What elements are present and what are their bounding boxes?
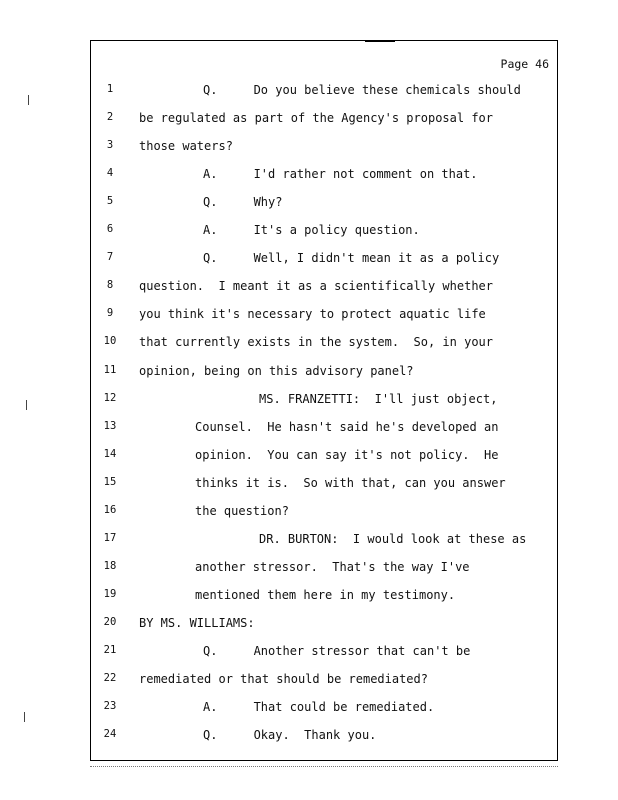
line-text: opinion, being on this advisory panel? <box>139 363 414 378</box>
line-number: 14 <box>103 447 117 460</box>
transcript-line <box>91 644 557 672</box>
line-text: that currently exists in the system. So, in your <box>139 335 494 350</box>
line-number: 3 <box>106 139 114 152</box>
transcript-line <box>91 448 557 476</box>
line-number: 8 <box>106 279 114 292</box>
line-number: 7 <box>106 251 114 264</box>
margin-mark <box>24 712 29 722</box>
line-text: question. I meant it as a scientifically whether <box>139 279 494 294</box>
transcript-line <box>91 700 557 728</box>
transcript-line <box>91 251 557 279</box>
line-number: 20 <box>103 615 117 628</box>
transcript-line <box>91 532 557 560</box>
transcript-line <box>91 588 557 616</box>
line-number: 21 <box>103 644 117 656</box>
line-number: 2 <box>106 111 114 124</box>
line-text: Q. Well, I didn't mean it as a policy <box>203 251 500 266</box>
line-number: 24 <box>103 728 117 741</box>
margin-mark <box>26 400 31 410</box>
line-text: Q. Another stressor that can't be <box>203 644 471 658</box>
transcript-line <box>91 560 557 588</box>
line-number: 16 <box>103 503 117 516</box>
line-text: DR. BURTON: I would look at these as <box>259 531 527 546</box>
transcript-line <box>91 111 557 139</box>
bottom-rule <box>90 766 558 768</box>
line-number: 5 <box>106 195 114 208</box>
line-text: mentioned them here in my testimony. <box>195 587 456 602</box>
transcript-line <box>91 167 557 195</box>
transcript-line <box>91 195 557 223</box>
transcript-line <box>91 223 557 251</box>
line-number: 15 <box>103 475 117 488</box>
line-text: another stressor. That's the way I've <box>195 559 470 574</box>
line-text: A. I'd rather not comment on that. <box>203 167 478 182</box>
transcript-line <box>91 139 557 167</box>
margin-mark <box>28 95 33 105</box>
line-number: 12 <box>103 391 117 404</box>
line-text: opinion. You can say it's not policy. He <box>195 447 499 462</box>
line-number: 23 <box>103 700 117 713</box>
transcript-line <box>91 279 557 307</box>
transcript-line <box>91 307 557 335</box>
transcript-line <box>91 420 557 448</box>
line-number: 1 <box>106 83 114 95</box>
transcript-line <box>91 476 557 504</box>
transcript-line <box>91 504 557 532</box>
line-text: be regulated as part of the Agency's proposal for <box>139 111 494 126</box>
line-number: 9 <box>106 307 114 320</box>
transcript-line <box>91 392 557 420</box>
page-number: Page 46 <box>500 57 549 71</box>
line-number: 19 <box>103 587 117 600</box>
line-number: 4 <box>106 167 114 180</box>
line-text: BY MS. WILLIAMS: <box>139 615 255 630</box>
line-text: Q. Why? <box>203 195 283 210</box>
line-text: Counsel. He hasn't said he's developed an <box>195 419 499 434</box>
transcript-line <box>91 728 557 756</box>
transcript-line <box>91 83 557 111</box>
line-text: those waters? <box>139 139 233 154</box>
transcript-line <box>91 364 557 392</box>
line-number: 17 <box>103 531 117 544</box>
line-text: MS. FRANZETTI: I'll just object, <box>259 391 498 406</box>
line-text: you think it's necessary to protect aquatic life <box>139 307 486 322</box>
transcript-page <box>90 40 558 761</box>
line-number: 22 <box>103 672 117 685</box>
line-text: Q. Okay. Thank you. <box>203 728 377 743</box>
line-text: Q. Do you believe these chemicals should <box>203 83 521 97</box>
line-text: the question? <box>195 503 289 518</box>
line-text: remediated or that should be remediated? <box>139 672 428 687</box>
transcript-line <box>91 616 557 644</box>
transcript-line <box>91 335 557 363</box>
line-number: 18 <box>103 559 117 572</box>
transcript-line <box>91 672 557 700</box>
line-text: A. It's a policy question. <box>203 223 420 238</box>
line-number: 6 <box>106 223 114 236</box>
line-number: 11 <box>103 363 117 376</box>
line-number: 13 <box>103 419 117 432</box>
line-number: 10 <box>103 335 117 348</box>
line-text: A. That could be remediated. <box>203 700 435 715</box>
line-text: thinks it is. So with that, can you answer <box>195 475 506 490</box>
